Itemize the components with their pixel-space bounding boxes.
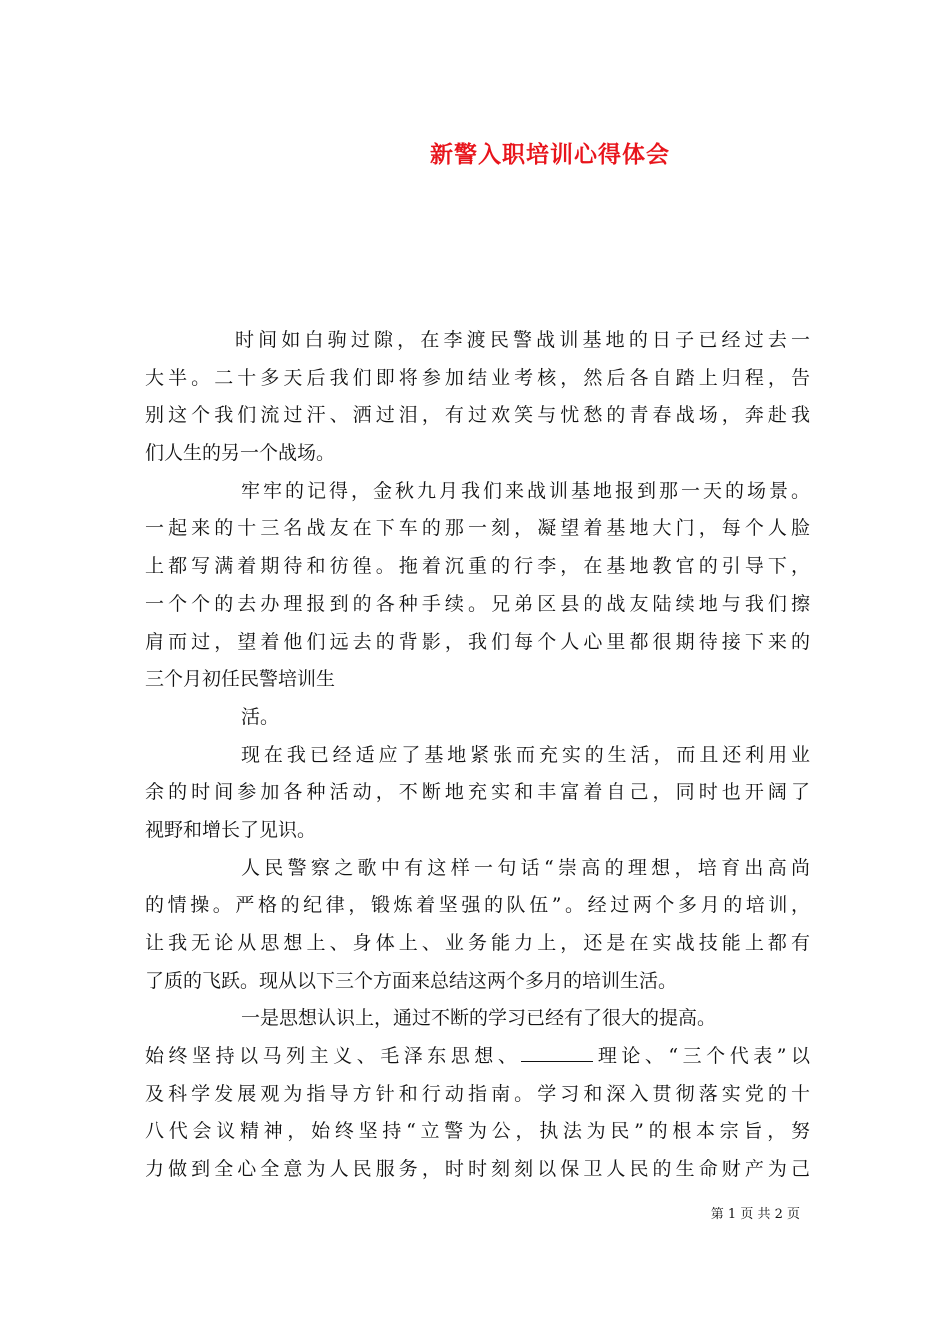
line-text: 活。 xyxy=(241,705,280,728)
body-line xyxy=(145,322,810,360)
body-line xyxy=(145,963,810,1001)
line-text: 肩而过，望着他们远去的背影，我们每个人心里都很期待接下来的 xyxy=(145,630,810,653)
line-text: 三个月初任民警培训生 xyxy=(145,668,336,691)
line-text: 大半。二十多天后我们即将参加结业考核，然后各自踏上归程，告 xyxy=(145,366,810,389)
body-line xyxy=(145,887,810,925)
body-line xyxy=(145,397,810,435)
page-footer: 第 1 页 共 2 页 xyxy=(710,1207,800,1222)
line-text: 一个个的去办理报到的各种手续。兄弟区县的战友陆续地与我们擦 xyxy=(145,592,810,615)
document-body xyxy=(145,322,810,1189)
body-line xyxy=(145,586,810,624)
line-text: 现在我已经适应了基地紧张而充实的生活，而且还利用业 xyxy=(241,743,810,766)
body-line xyxy=(145,435,810,473)
body-line xyxy=(145,1113,810,1151)
body-line xyxy=(145,548,810,586)
body-line xyxy=(145,510,810,548)
document-title: 新警入职培训心得体会 xyxy=(430,141,670,168)
line-text: 上都写满着期待和彷徨。拖着沉重的行李，在基地教官的引导下， xyxy=(145,555,810,578)
body-line xyxy=(145,699,810,737)
body-line xyxy=(145,1000,810,1038)
fill-in-blank xyxy=(521,1041,593,1062)
line-text: 及科学发展观为指导方针和行动指南。学习和深入贯彻落实党的十 xyxy=(145,1082,810,1105)
line-text: 一是思想认识上，通过不断的学习已经有了很大的提高。 xyxy=(241,1007,717,1030)
body-line xyxy=(145,1038,810,1076)
line-text: 视野和增长了见识。 xyxy=(145,818,317,841)
body-line xyxy=(145,473,810,511)
body-line xyxy=(145,774,810,812)
body-line xyxy=(145,850,810,888)
line-text-after-blank: 理论、“三个代表”以 xyxy=(593,1045,810,1068)
line-text: 人民警察之歌中有这样一句话“崇高的理想，培育出高尚 xyxy=(241,856,810,879)
body-line xyxy=(145,1151,810,1189)
body-line xyxy=(145,624,810,662)
line-text: 时间如白驹过隙，在李渡民警战训基地的日子已经过去一 xyxy=(235,329,810,351)
body-line xyxy=(145,1076,810,1114)
body-line xyxy=(145,925,810,963)
line-text: 一起来的十三名战友在下车的那一刻，凝望着基地大门，每个人脸 xyxy=(145,517,810,540)
line-text: 始终坚持以马列主义、毛泽东思想、 xyxy=(145,1045,522,1068)
line-text: 的情操。严格的纪律，锻炼着坚强的队伍”。经过两个多月的培训， xyxy=(145,894,810,917)
line-text: 别这个我们流过汗、洒过泪，有过欢笑与忧愁的青春战场，奔赴我 xyxy=(145,404,810,427)
line-text: 余的时间参加各种活动，不断地充实和丰富着自己，同时也开阔了 xyxy=(145,781,810,804)
line-text: 们人生的另一个战场。 xyxy=(145,442,336,465)
line-text: 牢牢的记得，金秋九月我们来战训基地报到那一天的场景。 xyxy=(241,479,810,502)
body-line xyxy=(145,812,810,850)
line-text: 让我无论从思想上、身体上、业务能力上，还是在实战技能上都有 xyxy=(145,932,810,954)
line-text: 了质的飞跃。现从以下三个方面来总结这两个多月的培训生活。 xyxy=(145,969,678,992)
body-line xyxy=(145,661,810,699)
body-line xyxy=(145,360,810,398)
body-line xyxy=(145,737,810,775)
line-text: 八代会议精神，始终坚持“立警为公，执法为民”的根本宗旨，努 xyxy=(145,1120,810,1143)
line-text: 力做到全心全意为人民服务，时时刻刻以保卫人民的生命财产为己 xyxy=(145,1158,810,1181)
